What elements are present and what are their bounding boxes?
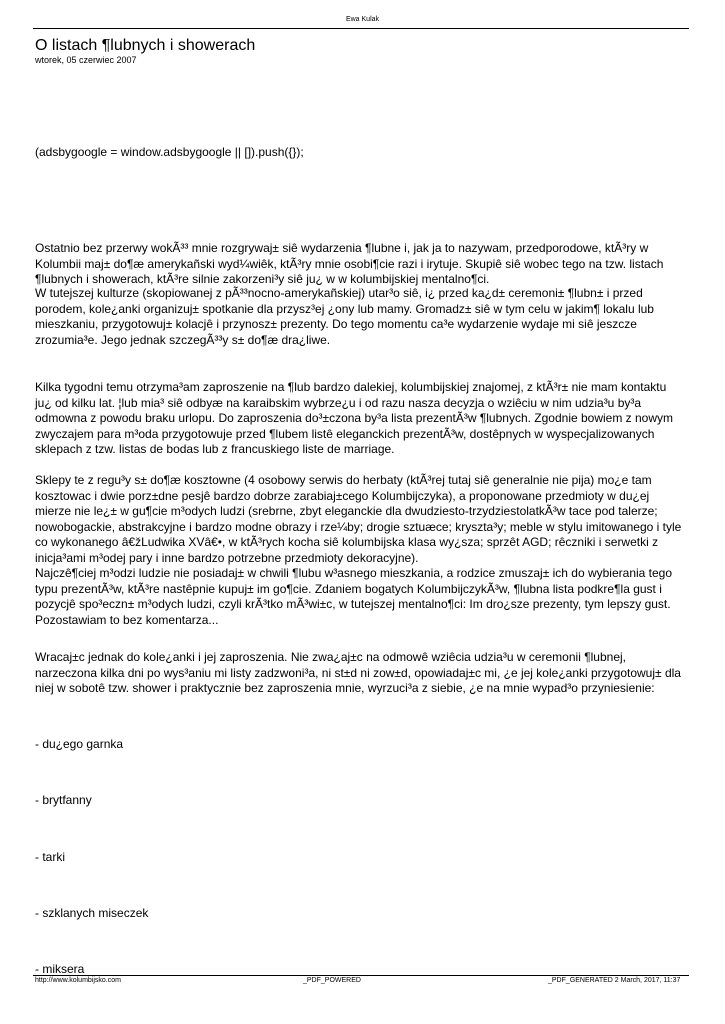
paragraph-5: Najczê¶ciej m³odzi ludzie nie posiadaj± w chwili ¶lubu w³asnego mieszkania, a rodzice zmuszaj± ich do wybierania tego typu prezentÃ³w, ktÃ³re nastêpnie kupuj± im go¶cie. Zdaniem bogatych KolumbijczykÃ³w, ¶lubna lista podkre¶la gust i pozycjê spo³eczn± m³odych ludzi, czyli krÃ³tko mÃ³wi±c, w tutejszej mentalno¶ci: Im dro¿sze prezenty, tym lepszy gust. Pozostawiam to bez komentarza... (35, 566, 673, 627)
footer-rule (33, 975, 689, 976)
list-item: - brytfanny (35, 793, 92, 807)
paragraph-2: W tutejszej kulturze (skopiowanej z pÃ³³nocno-amerykañskiej) utar³o siê, i¿ przed ka¿d± ceremoni± ¶lubn± i przed porodem, kole¿anki organizuj± spotkanie dla przysz³ej ¿ony lub mamy. Gromadz± siê w tym celu w jakim¶ lokalu lub mieszkaniu, przygotowuj± kolacjê i przynosz± prezenty. Do tego momentu ca³e wydarzenie wydaje mi siê jeszcze zrozumia³e. Jego jednak szczegÃ³³y s± do¶æ dra¿liwe. (35, 286, 654, 347)
ad-script-text: (adsbygoogle = window.adsbygoogle || []).push({}); (35, 145, 304, 159)
header-rule (33, 28, 689, 29)
paragraph-6: Wracaj±c jednak do kole¿anki i jej zaproszenia. Nie zwa¿aj±c na odmowê wziêcia udzia³u w ceremonii ¶lubnej, narzeczona kilka dni po wys³aniu mi listy zadzwoni³a, ni st±d ni zow±d, opowiadaj±c mi, ¿e jej kole¿anki przygotowuj± dla niej w sobotê tzw. shower i praktycznie bez zaproszenia mnie, wyrzuci³a z siebie, ¿e na mnie wypad³o przyniesienie: (35, 650, 681, 695)
footer-powered: _PDF_POWERED (303, 977, 361, 984)
list-item: - miksera (35, 962, 85, 976)
footer-url: http://www.kolumbijsko.com (35, 977, 121, 984)
article-date: wtorek, 05 czerwiec 2007 (35, 55, 137, 65)
paragraph-4: Sklepy te z regu³y s± do¶æ kosztowne (4 osobowy serwis do herbaty (ktÃ³rej tutaj siê generalnie nie pija) mo¿e tam kosztowac i dwie porz±dne pesjê bardzo dobrze zarabiaj±cego Kolumbijczyka), a proponowane przedmioty w du¿ej mierze nie le¿± w gu¶cie m³odych ludzi (srebrne, zbyt eleganckie dla dwudziesto-trzydziestolatkÃ³w tace pod talerze; nowobogackie, abstrakcyjne i bardzo modne obrazy i rze¼by; drogie sztuæce; kryszta³y; meble w stylu imitowanego i tyle co wykonanego â€žLudwika XVâ€•, w ktÃ³rych kocha siê kolumbijska klasa wy¿sza; sprzêt AGD; rêczniki i serwetki z inicja³ami m³odej pary i inne bardzo potrzebne przedmioty dekoracyjne). (35, 473, 682, 565)
paragraph-3: Kilka tygodni temu otrzyma³am zaproszenie na ¶lub bardzo dalekiej, kolumbijskiej znajomej, z ktÃ³r± nie mam kontaktu ju¿ od kilku lat. ¦lub mia³ siê odbyæ na karaibskim wybrze¿u i od razu nasza decyzja o wziêciu w nim udzia³u by³a odmowna z powodu braku urlopu. Do zaproszenia do³±czona by³a lista prezentÃ³w ¶lubnych. Zgodnie bowiem z nowym zwyczajem para m³oda przygotowuje przed ¶lubem listê eleganckich prezentÃ³w, dostêpnych w wyspecjalizowanych sklepach z tzw. listas de bodas lub z francuskiego liste de marriage. (35, 380, 674, 456)
list-item: - tarki (35, 850, 65, 864)
article-title: O listach ¶lubnych i showerach (35, 37, 256, 54)
list-item: - szklanych miseczek (35, 906, 149, 920)
header-author: Ewa Kulak (345, 16, 380, 23)
list-item: - du¿ego garnka (35, 737, 124, 751)
paragraph-1: Ostatnio bez przerwy wokÃ³³ mnie rozgrywaj± siê wydarzenia ¶lubne i, jak ja to nazywam, przedporodowe, ktÃ³ry w Kolumbii maj± do¶æ amerykañski wyd¼wiêk, ktÃ³ry mnie osobi¶cie razi i irytuje. Skupiê siê wobec tego na tzw. listach ¶lubnych i showerach, ktÃ³re silnie zakorzeni³y siê ju¿ w w kolumbijskiej mentalno¶ci. (35, 241, 664, 286)
footer-generated: _PDF_GENERATED 2 March, 2017, 11:37 (548, 977, 681, 984)
